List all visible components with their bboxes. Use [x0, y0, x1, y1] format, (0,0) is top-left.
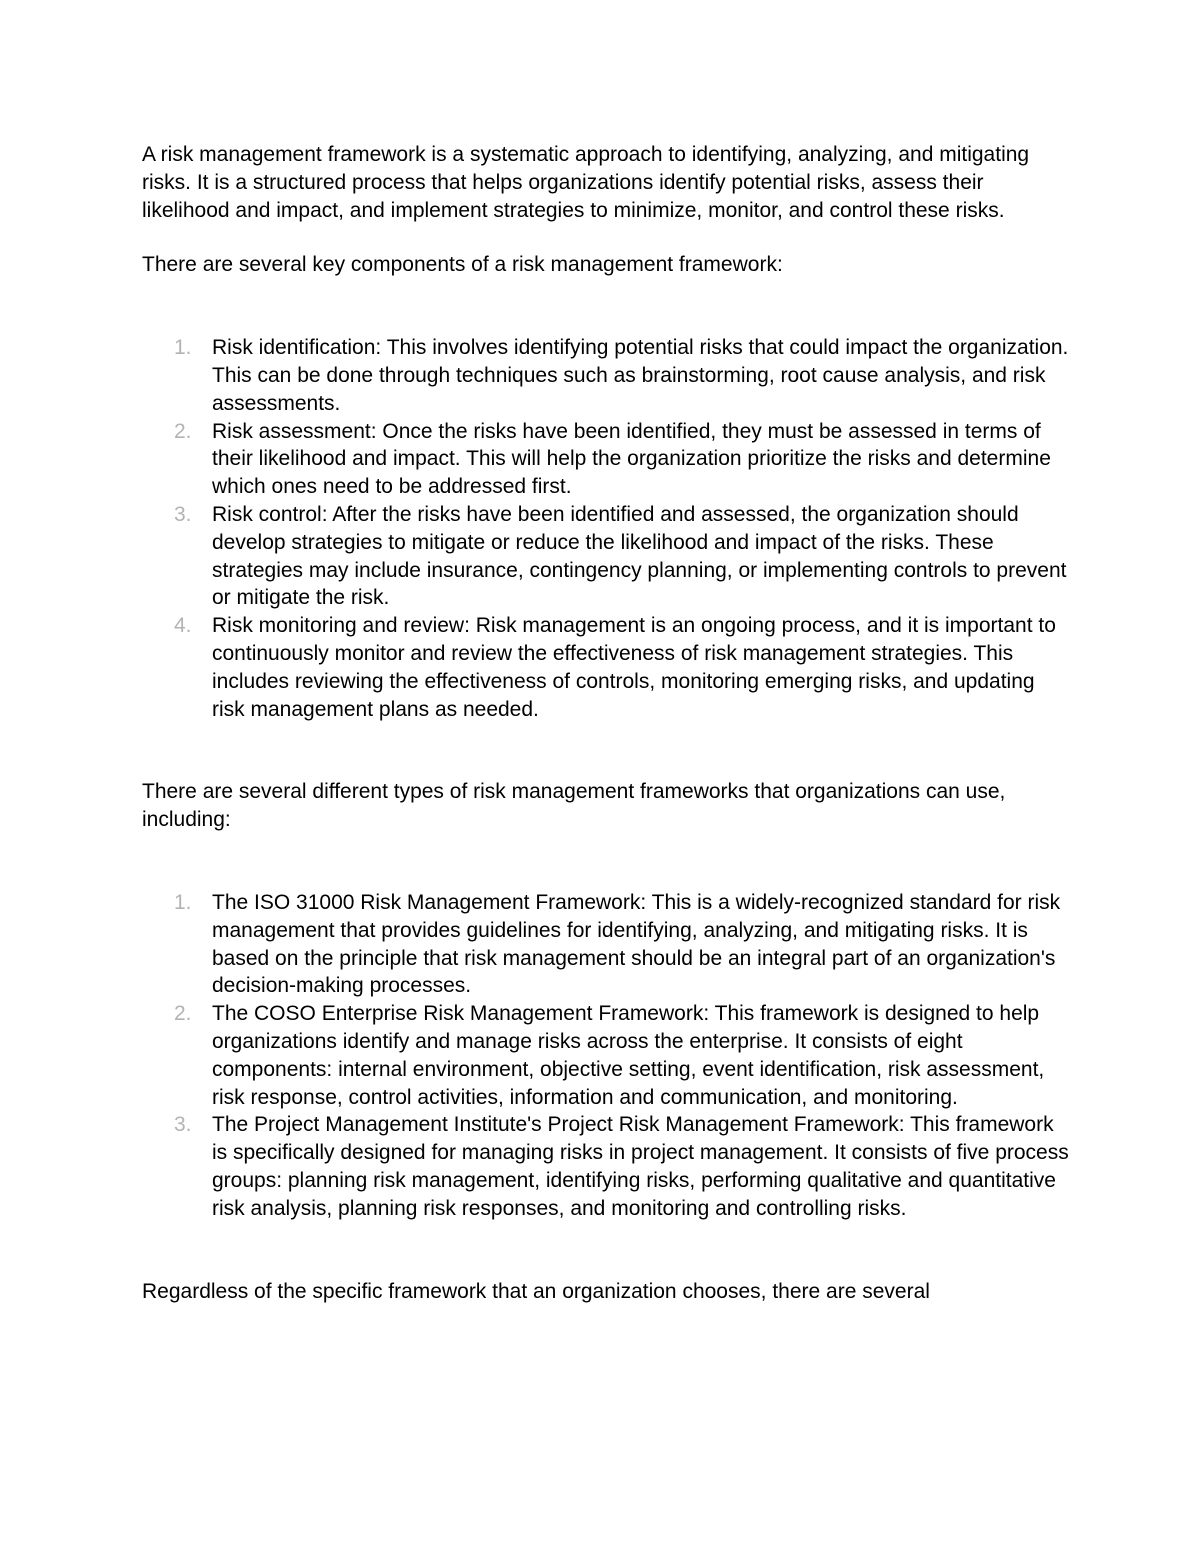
list-item-number: 2. — [174, 419, 192, 443]
types-list — [142, 889, 1072, 1223]
closing-paragraph: Regardless of the specific framework that an organization chooses, there are several — [142, 1279, 930, 1303]
list-item — [142, 501, 1072, 612]
list-item-number: 1. — [174, 890, 192, 914]
list-item-text: The ISO 31000 Risk Management Framework: This is a widely-recognized standard for risk management that provides guidelines for identifying, analyzing, and mitigating risks. It is based on the principle that risk management should be an integral part of an organization's decision-making processes. — [212, 890, 1061, 998]
list-item-text: The Project Management Institute's Project Risk Management Framework: This framework is specifically designed for managing risks in project management. It consists of five process groups: planning risk management, identifying risks, performing qualitative and quantitative risk analysis, planning risk responses, and monitoring and controlling risks. — [212, 1113, 1069, 1220]
list-item-number: 2. — [174, 1002, 192, 1026]
document-body — [142, 141, 1072, 1305]
components-intro-paragraph: There are several key components of a risk management framework: — [142, 253, 783, 277]
list-item — [142, 418, 1072, 501]
list-item-text: Risk control: After the risks have been identified and assessed, the organization should develop strategies to mitigate or reduce the likelihood and impact of the risks. These strategies may include insurance, contingency planning, or implementing controls to prevent or mitigate the risk. — [212, 502, 1067, 610]
list-item-number: 3. — [174, 1113, 192, 1137]
list-item-number: 1. — [174, 336, 192, 360]
list-item-text: Risk assessment: Once the risks have been identified, they must be assessed in terms of their likelihood and impact. This will help the organization prioritize the risks and determine which ones need to be addressed first. — [212, 419, 1051, 499]
intro-paragraph: A risk management framework is a systematic approach to identifying, analyzing, and mitigating risks. It is a structured process that helps organizations identify potential risks, assess their likelihood and impact, and implement strategies to minimize, monitor, and control these risks. — [142, 143, 1030, 222]
types-intro-paragraph: There are several different types of risk management frameworks that organizations can use, including: — [142, 780, 1006, 832]
list-item — [142, 889, 1072, 1000]
list-item-text: Risk identification: This involves identifying potential risks that could impact the organization. This can be done through techniques such as brainstorming, root cause analysis, and risk assessments. — [212, 336, 1069, 415]
list-item — [142, 1000, 1072, 1111]
list-item-number: 3. — [174, 502, 192, 526]
list-item-text: Risk monitoring and review: Risk management is an ongoing process, and it is important to continuously monitor and review the effectiveness of risk management strategies. This includes reviewing the effectiveness of controls, monitoring emerging risks, and updating risk management plans as needed. — [212, 614, 1056, 721]
list-item-text: The COSO Enterprise Risk Management Framework: This framework is designed to help organizations identify and manage risks across the enterprise. It consists of eight components: internal environment, objective setting, event identification, risk assessment, risk response, control activities, information and communication, and monitoring. — [212, 1002, 1045, 1109]
components-list — [142, 334, 1072, 723]
list-item — [142, 612, 1072, 723]
list-item-number: 4. — [174, 614, 192, 638]
list-item — [142, 1111, 1072, 1222]
list-item — [142, 334, 1072, 417]
